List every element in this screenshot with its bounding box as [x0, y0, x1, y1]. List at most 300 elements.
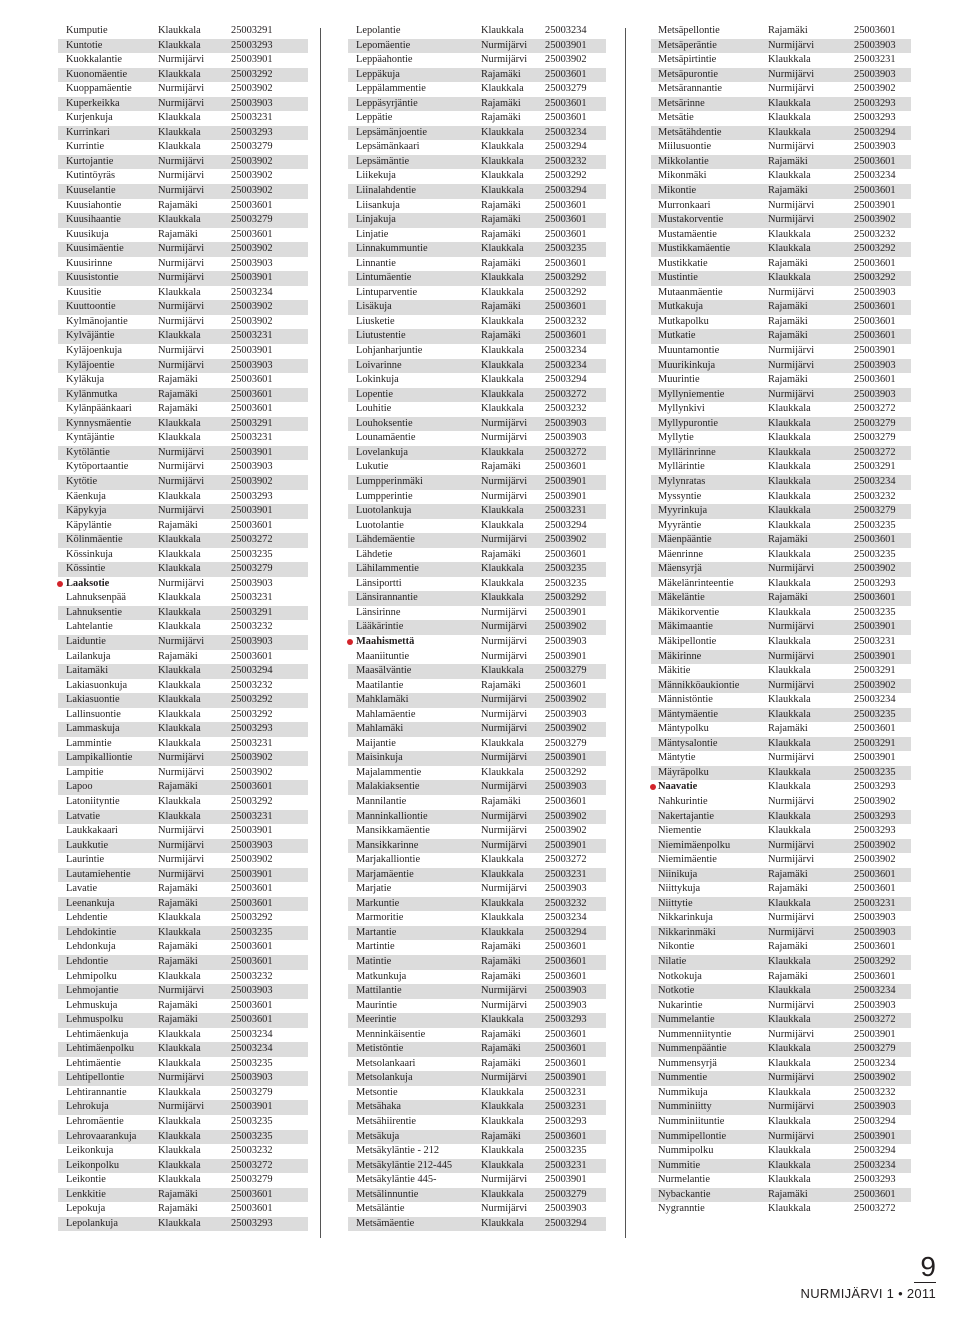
- street-name: Metsäkuja: [356, 1130, 400, 1142]
- area-code: 25003902: [231, 854, 273, 866]
- street-name: Kuusitie: [66, 286, 102, 298]
- street-row: [651, 984, 911, 999]
- municipality: Klaukkala: [158, 534, 201, 546]
- area-code: 25003234: [231, 1028, 273, 1040]
- street-row: [348, 606, 606, 621]
- municipality: Nurmijärvi: [158, 1101, 205, 1113]
- street-name: Metsontie: [356, 1086, 398, 1098]
- street-row: [651, 620, 911, 635]
- street-name: Metsäkyläntie - 212: [356, 1145, 440, 1157]
- street-row: [651, 1115, 911, 1130]
- street-row: [348, 1042, 606, 1057]
- area-code: 25003601: [545, 214, 587, 226]
- municipality: Nurmijärvi: [481, 475, 528, 487]
- street-name: Liinalahdentie: [356, 185, 417, 197]
- street-row: [58, 650, 308, 665]
- area-code: 25003903: [545, 708, 587, 720]
- area-code: 25003293: [854, 825, 896, 837]
- area-code: 25003902: [231, 155, 273, 167]
- area-code: 25003231: [545, 1101, 587, 1113]
- street-row: [348, 679, 606, 694]
- street-row: [348, 999, 606, 1014]
- street-name: Leikonpolku: [66, 1159, 120, 1171]
- page-number: 9: [920, 1251, 936, 1282]
- area-code: 25003901: [231, 505, 273, 517]
- municipality: Nurmijärvi: [481, 810, 528, 822]
- municipality: Klaukkala: [481, 737, 524, 749]
- area-code: 25003234: [854, 170, 896, 182]
- area-code: 25003292: [545, 286, 587, 298]
- street-name: Lehmojantie: [66, 985, 119, 997]
- municipality: Rajamäki: [158, 519, 198, 531]
- street-row: [651, 737, 911, 752]
- street-name: Matintie: [356, 956, 392, 967]
- street-row: [58, 431, 308, 446]
- street-row: [651, 1013, 911, 1028]
- street-name: Metsäläntie: [356, 1203, 405, 1215]
- letter-marker-icon: [57, 581, 63, 587]
- street-row: [58, 82, 308, 97]
- street-row: [348, 780, 606, 795]
- municipality: Nurmijärvi: [768, 752, 815, 764]
- municipality: Rajamäki: [481, 956, 521, 967]
- street-row: [58, 1217, 308, 1232]
- street-name: Lovelankuja: [356, 446, 408, 458]
- area-code: 25003234: [854, 1057, 896, 1069]
- area-code: 25003235: [854, 548, 896, 560]
- street-row: [58, 126, 308, 141]
- street-row: [348, 388, 606, 403]
- street-name: Kössinkuja: [66, 548, 113, 560]
- area-code: 25003601: [231, 956, 273, 967]
- area-code: 25003902: [231, 766, 273, 778]
- street-row: [58, 475, 308, 490]
- street-name: Kyläjoentie: [66, 359, 115, 371]
- municipality: Rajamäki: [768, 970, 808, 982]
- street-row: [58, 606, 308, 621]
- area-code: 25003901: [854, 621, 896, 633]
- street-row: [348, 984, 606, 999]
- page-footer: [786, 1252, 936, 1302]
- street-name: Marmoritie: [356, 912, 404, 924]
- street-name: Mikontie: [658, 185, 697, 197]
- street-name: Leppäsyrjäntie: [356, 97, 418, 109]
- street-name: Lepsämänkaari: [356, 141, 420, 153]
- area-code: 25003293: [854, 1174, 896, 1186]
- street-name: Mutkapolku: [658, 315, 709, 327]
- municipality: Rajamäki: [481, 97, 521, 109]
- municipality: Nurmijärvi: [768, 854, 815, 866]
- area-code: 25003901: [545, 606, 587, 618]
- street-row: [58, 1042, 308, 1057]
- municipality: Klaukkala: [158, 39, 201, 51]
- municipality: Klaukkala: [768, 548, 811, 560]
- municipality: Nurmijärvi: [768, 1101, 815, 1113]
- street-row: [58, 635, 308, 650]
- street-row: [58, 737, 308, 752]
- street-name: Nikkarinkuja: [658, 912, 713, 924]
- street-row: [58, 460, 308, 475]
- street-row: [651, 751, 911, 766]
- street-row: [348, 504, 606, 519]
- street-name: Myllynkivi: [658, 403, 705, 415]
- street-name: Meerintie: [356, 1014, 397, 1026]
- street-row: [348, 955, 606, 970]
- area-code: 25003235: [854, 708, 896, 720]
- street-row: [348, 417, 606, 432]
- area-code: 25003232: [854, 228, 896, 240]
- street-row: [348, 620, 606, 635]
- street-name: Mansikkarinne: [356, 839, 419, 851]
- street-row: [58, 853, 308, 868]
- area-code: 25003902: [231, 83, 273, 95]
- street-name: Kumputie: [66, 25, 108, 36]
- municipality: Klaukkala: [481, 1014, 524, 1026]
- area-code: 25003293: [231, 1217, 273, 1229]
- column-divider-2: [625, 28, 626, 1238]
- area-code: 25003292: [854, 272, 896, 284]
- street-row: [651, 519, 911, 534]
- area-code: 25003901: [231, 54, 273, 66]
- municipality: Klaukkala: [768, 1203, 811, 1215]
- area-code: 25003903: [545, 1203, 587, 1215]
- street-name: Muurintie: [658, 374, 700, 386]
- street-row: [348, 271, 606, 286]
- area-code: 25003232: [231, 679, 273, 691]
- area-code: 25003601: [231, 374, 273, 386]
- street-name: Lehromäentie: [66, 1116, 124, 1128]
- street-row: [651, 548, 911, 563]
- street-name: Mäkitie: [658, 665, 691, 677]
- municipality: Rajamäki: [768, 155, 808, 167]
- street-name: Metsätie: [658, 112, 694, 124]
- area-code: 25003235: [545, 1145, 587, 1157]
- municipality: Nurmijärvi: [158, 301, 205, 313]
- street-name: Lenkkitie: [66, 1188, 106, 1200]
- street-row: [58, 315, 308, 330]
- municipality: Klaukkala: [768, 272, 811, 284]
- street-name: Kössintie: [66, 563, 106, 575]
- area-code: 25003231: [854, 54, 896, 66]
- municipality: Klaukkala: [768, 897, 811, 909]
- street-name: Metistöntie: [356, 1043, 404, 1055]
- municipality: Nurmijärvi: [481, 534, 528, 546]
- street-name: Nakertajantie: [658, 810, 714, 822]
- municipality: Klaukkala: [768, 1057, 811, 1069]
- street-name: Metsämäentie: [356, 1217, 415, 1229]
- street-name: Notkotie: [658, 985, 695, 997]
- municipality: Nurmijärvi: [158, 155, 205, 167]
- municipality: Klaukkala: [158, 606, 201, 618]
- street-name: Metsolankuja: [356, 1072, 413, 1084]
- street-row: [651, 155, 911, 170]
- area-code: 25003294: [231, 665, 273, 677]
- street-name: Kutintöyräs: [66, 170, 116, 182]
- street-name: Mutaanmäentie: [658, 286, 723, 298]
- municipality: Klaukkala: [481, 359, 524, 371]
- area-code: 25003279: [231, 1086, 273, 1098]
- street-name: Numminiituntie: [658, 1116, 725, 1128]
- municipality: Nurmijärvi: [158, 54, 205, 66]
- municipality: Nurmijärvi: [768, 650, 815, 662]
- area-code: 25003232: [231, 1145, 273, 1157]
- area-code: 25003903: [231, 839, 273, 851]
- area-code: 25003902: [545, 694, 587, 706]
- street-name: Lukutie: [356, 461, 389, 473]
- area-code: 25003272: [231, 534, 273, 546]
- street-row: [348, 1144, 606, 1159]
- area-code: 25003901: [231, 825, 273, 837]
- municipality: Klaukkala: [481, 868, 524, 880]
- area-code: 25003901: [854, 752, 896, 764]
- area-code: 25003232: [545, 403, 587, 415]
- municipality: Klaukkala: [158, 432, 201, 444]
- municipality: Klaukkala: [481, 345, 524, 357]
- street-name: Mustikkamäentie: [658, 243, 731, 255]
- municipality: Klaukkala: [768, 606, 811, 618]
- street-row: [348, 1159, 606, 1174]
- area-code: 25003272: [231, 1159, 273, 1171]
- area-code: 25003294: [545, 374, 587, 386]
- area-code: 25003279: [854, 432, 896, 444]
- street-name: Nilatie: [658, 956, 687, 967]
- municipality: Nurmijärvi: [768, 621, 815, 633]
- street-name: Käenkuja: [66, 490, 106, 502]
- street-name: Lähdemäentie: [356, 534, 415, 546]
- street-name: Maijantie: [356, 737, 396, 749]
- municipality: Klaukkala: [481, 388, 524, 400]
- street-row: [58, 111, 308, 126]
- municipality: Nurmijärvi: [768, 359, 815, 371]
- street-row: [58, 140, 308, 155]
- street-row: [348, 591, 606, 606]
- street-row: [651, 228, 911, 243]
- municipality: Nurmijärvi: [158, 839, 205, 851]
- street-name: Martintie: [356, 941, 395, 953]
- municipality: Rajamäki: [481, 679, 521, 691]
- area-code: 25003292: [854, 243, 896, 255]
- street-row: [348, 548, 606, 563]
- area-code: 25003293: [231, 490, 273, 502]
- municipality: Nurmijärvi: [481, 708, 528, 720]
- area-code: 25003902: [231, 315, 273, 327]
- municipality: Klaukkala: [768, 1086, 811, 1098]
- street-row: [58, 184, 308, 199]
- street-row: [58, 402, 308, 417]
- area-code: 25003903: [231, 635, 273, 647]
- area-code: 25003601: [231, 1188, 273, 1200]
- street-row: [651, 53, 911, 68]
- street-row: [348, 897, 606, 912]
- area-code: 25003272: [545, 388, 587, 400]
- area-code: 25003601: [854, 257, 896, 269]
- street-name: Metsäpirtintie: [658, 54, 717, 66]
- street-name: Niemimäenpolku: [658, 839, 731, 851]
- street-row: [651, 359, 911, 374]
- area-code: 25003234: [854, 475, 896, 487]
- area-code: 25003601: [231, 199, 273, 211]
- municipality: Rajamäki: [768, 257, 808, 269]
- street-row: [58, 897, 308, 912]
- municipality: Klaukkala: [768, 112, 811, 124]
- municipality: Klaukkala: [158, 810, 201, 822]
- street-row: [58, 1100, 308, 1115]
- municipality: Klaukkala: [158, 912, 201, 924]
- municipality: Rajamäki: [768, 592, 808, 604]
- area-code: 25003902: [545, 825, 587, 837]
- street-row: [58, 1086, 308, 1101]
- street-row: [651, 708, 911, 723]
- municipality: Klaukkala: [481, 1217, 524, 1229]
- street-row: [348, 257, 606, 272]
- street-name: Kytöläntie: [66, 446, 110, 458]
- municipality: Nurmijärvi: [158, 272, 205, 284]
- street-name: Lapoo: [66, 781, 93, 793]
- area-code: 25003235: [231, 926, 273, 938]
- street-row: [58, 344, 308, 359]
- municipality: Klaukkala: [481, 505, 524, 517]
- street-name: Lumpperinmäki: [356, 475, 423, 487]
- street-row: [58, 970, 308, 985]
- area-code: 25003272: [854, 1203, 896, 1215]
- area-code: 25003601: [231, 388, 273, 400]
- street-name: Menninkäisentie: [356, 1028, 426, 1040]
- municipality: Klaukkala: [481, 374, 524, 386]
- area-code: 25003272: [854, 403, 896, 415]
- street-row: [348, 300, 606, 315]
- municipality: Rajamäki: [768, 941, 808, 953]
- municipality: Klaukkala: [768, 825, 811, 837]
- municipality: Rajamäki: [768, 374, 808, 386]
- municipality: Rajamäki: [158, 999, 198, 1011]
- municipality: Nurmijärvi: [481, 490, 528, 502]
- area-code: 25003601: [231, 999, 273, 1011]
- street-row: [348, 839, 606, 854]
- municipality: Nurmijärvi: [158, 475, 205, 487]
- municipality: Klaukkala: [768, 708, 811, 720]
- street-name: Myllärinrinne: [658, 446, 716, 458]
- area-code: 25003293: [545, 1014, 587, 1026]
- street-row: [651, 504, 911, 519]
- area-code: 25003292: [545, 272, 587, 284]
- municipality: Klaukkala: [481, 563, 524, 575]
- municipality: Rajamäki: [481, 461, 521, 473]
- street-name: Linnakummuntie: [356, 243, 428, 255]
- street-name: Nummipellontie: [658, 1130, 727, 1142]
- street-name: Lepsämänjoentie: [356, 126, 427, 138]
- street-name: Mustamäentie: [658, 228, 717, 240]
- municipality: Klaukkala: [158, 1217, 201, 1229]
- area-code: 25003902: [854, 839, 896, 851]
- municipality: Klaukkala: [481, 170, 524, 182]
- municipality: Klaukkala: [768, 432, 811, 444]
- street-row: [651, 562, 911, 577]
- municipality: Rajamäki: [481, 1028, 521, 1040]
- area-code: 25003294: [545, 185, 587, 197]
- municipality: Klaukkala: [158, 1043, 201, 1055]
- municipality: Klaukkala: [481, 155, 524, 167]
- municipality: Klaukkala: [481, 577, 524, 589]
- area-code: 25003903: [231, 461, 273, 473]
- area-code: 25003903: [231, 257, 273, 269]
- street-row: [58, 911, 308, 926]
- municipality: Klaukkala: [158, 68, 201, 80]
- street-name: Kyläjoenkuja: [66, 345, 122, 357]
- street-row: [348, 126, 606, 141]
- street-row: [651, 824, 911, 839]
- street-name: Mahlamäki: [356, 723, 404, 735]
- street-row: [348, 82, 606, 97]
- street-name: Kurtojantie: [66, 155, 114, 167]
- street-name: Loivarinne: [356, 359, 402, 371]
- street-name: Lehtimäenpolku: [66, 1043, 135, 1055]
- street-name: Metsälinnuntie: [356, 1188, 419, 1200]
- area-code: 25003293: [545, 1116, 587, 1128]
- municipality: Nurmijärvi: [158, 170, 205, 182]
- area-code: 25003901: [854, 345, 896, 357]
- street-row: [651, 68, 911, 83]
- area-code: 25003231: [854, 635, 896, 647]
- street-name: Lehdentie: [66, 912, 108, 924]
- area-code: 25003601: [545, 1057, 587, 1069]
- area-code: 25003293: [854, 781, 896, 793]
- street-name: Lehdonkuja: [66, 941, 116, 953]
- street-row: [348, 577, 606, 592]
- street-name: Lohjanharjuntie: [356, 345, 423, 357]
- street-name: Metsäkyläntie 212-445: [356, 1159, 453, 1171]
- street-row: [651, 39, 911, 54]
- street-row: [58, 446, 308, 461]
- municipality: Nurmijärvi: [768, 926, 815, 938]
- municipality: Klaukkala: [158, 1057, 201, 1069]
- street-name: Lähilammentie: [356, 563, 419, 575]
- area-code: 25003293: [231, 723, 273, 735]
- street-row: [651, 111, 911, 126]
- street-name: Lammaskuja: [66, 723, 120, 735]
- area-code: 25003234: [545, 359, 587, 371]
- street-row: [348, 737, 606, 752]
- street-row: [348, 1057, 606, 1072]
- municipality: Klaukkala: [481, 403, 524, 415]
- municipality: Rajamäki: [768, 185, 808, 197]
- area-code: 25003902: [231, 752, 273, 764]
- municipality: Nurmijärvi: [158, 257, 205, 269]
- letter-marker-icon: [347, 639, 353, 645]
- street-row: [651, 999, 911, 1014]
- street-name: Maatilantie: [356, 679, 404, 691]
- area-code: 25003901: [545, 1072, 587, 1084]
- street-row: [348, 1071, 606, 1086]
- municipality: Rajamäki: [768, 330, 808, 342]
- street-row: [348, 39, 606, 54]
- street-name: Mutkatie: [658, 330, 696, 342]
- street-name: Maasälväntie: [356, 665, 412, 677]
- area-code: 25003231: [545, 868, 587, 880]
- street-name: Maaniituntie: [356, 650, 410, 662]
- street-row: [58, 722, 308, 737]
- municipality: Rajamäki: [481, 1130, 521, 1142]
- area-code: 25003231: [545, 1086, 587, 1098]
- street-row: [58, 1188, 308, 1203]
- street-name: Lehrovaarankuja: [66, 1130, 137, 1142]
- street-row: [651, 242, 911, 257]
- street-name: Lehdontie: [66, 956, 109, 967]
- street-row: [348, 68, 606, 83]
- area-code: 25003293: [854, 577, 896, 589]
- area-code: 25003901: [231, 1101, 273, 1113]
- area-code: 25003901: [231, 345, 273, 357]
- municipality: Klaukkala: [481, 592, 524, 604]
